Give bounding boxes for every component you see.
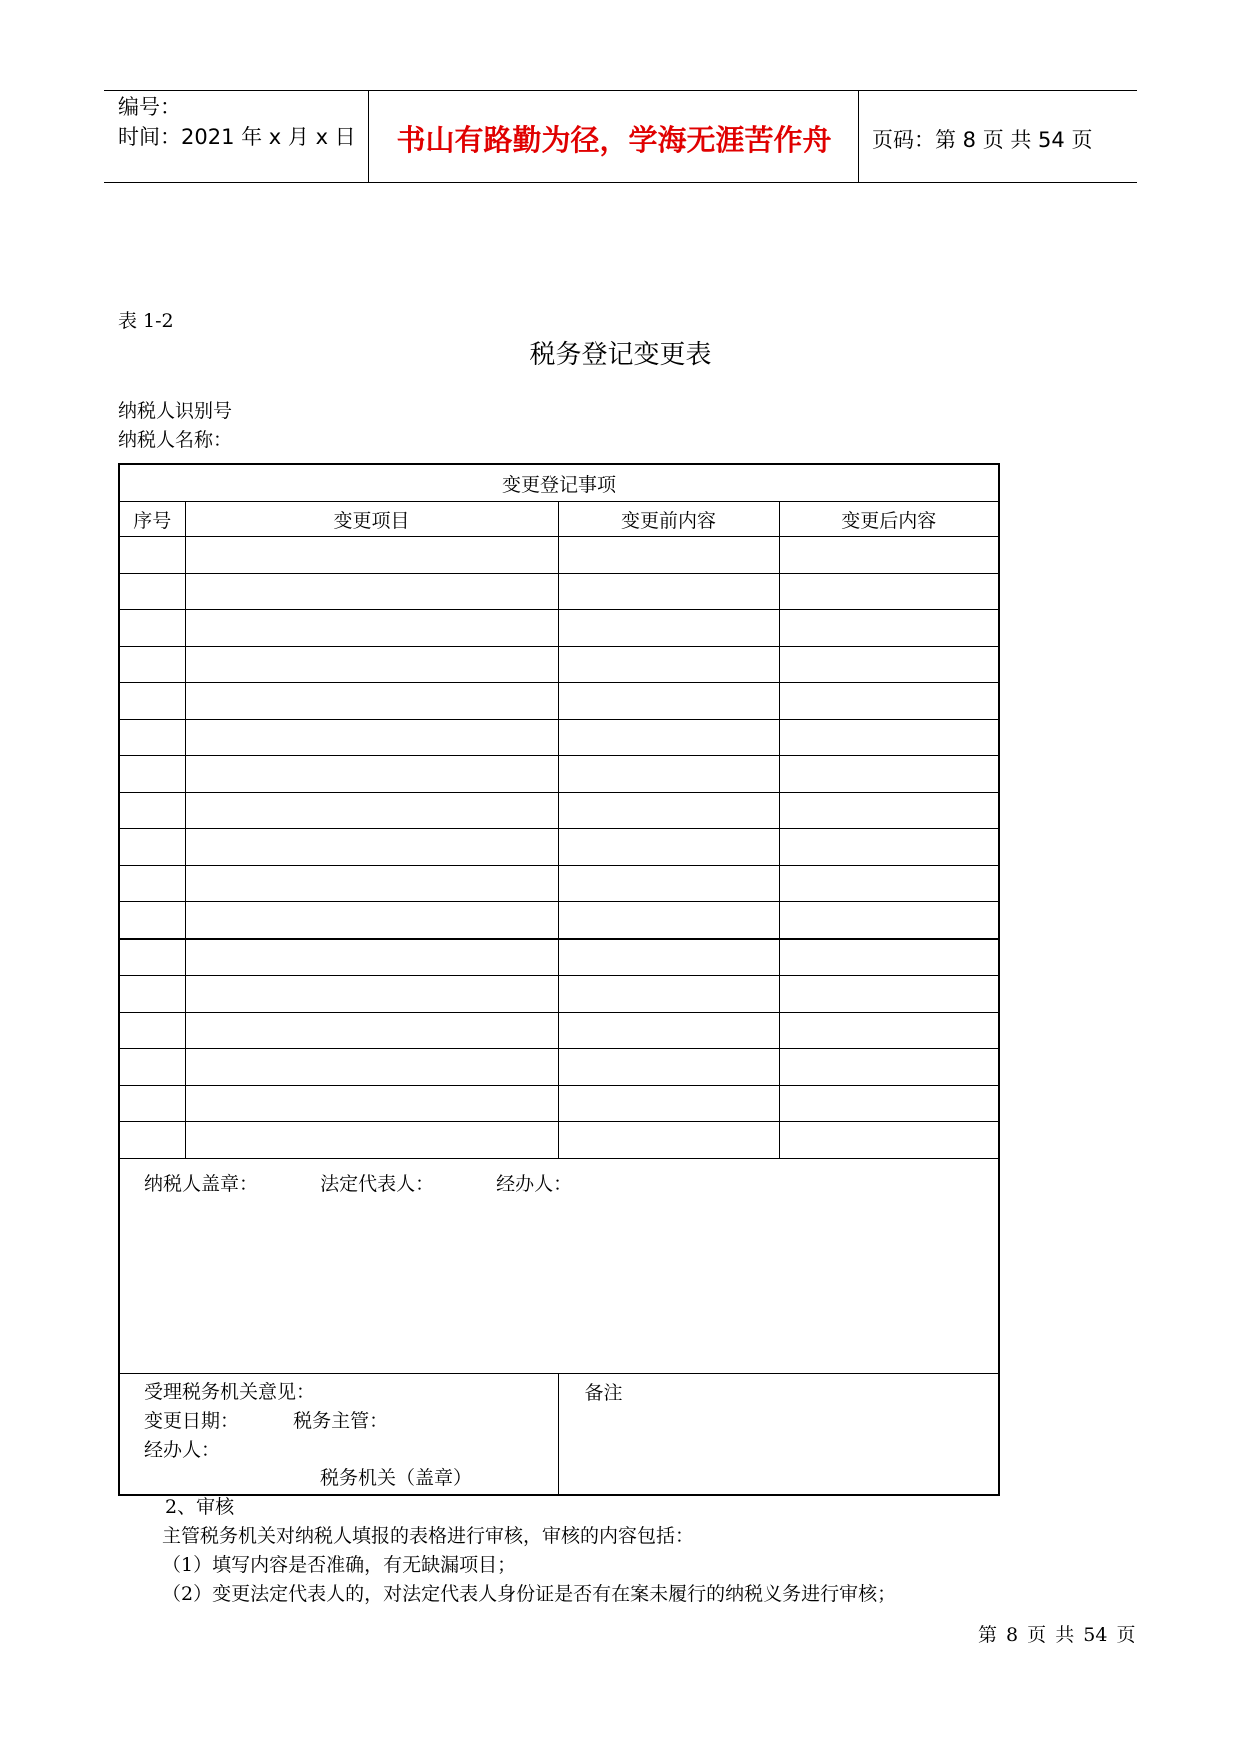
cell-after	[779, 829, 999, 866]
cell-item	[185, 1012, 558, 1049]
table-row	[119, 939, 999, 976]
table-row	[119, 1012, 999, 1049]
table-row	[119, 976, 999, 1013]
cell-index	[119, 792, 185, 829]
stamp-label: 税务机关（盖章）	[320, 1466, 473, 1489]
table-row	[119, 573, 999, 610]
seal-label: 纳税人盖章：	[144, 1172, 259, 1195]
cell-after	[779, 1122, 999, 1159]
cell-before	[558, 646, 779, 683]
taxpayer-id-label: 纳税人识别号	[118, 400, 233, 422]
cell-before	[558, 610, 779, 647]
cell-after	[779, 1049, 999, 1086]
cell-item	[185, 865, 558, 902]
signature-block	[119, 1158, 999, 1373]
table-row	[119, 646, 999, 683]
change-registration-table	[118, 463, 1000, 1496]
cell-item	[185, 756, 558, 793]
cell-before	[558, 1085, 779, 1122]
cell-after	[779, 1085, 999, 1122]
header-divider-left	[368, 90, 369, 182]
cell-after	[779, 537, 999, 574]
footer-page-number: 第 8 页 共 54 页	[978, 1624, 1136, 1646]
table-row	[119, 829, 999, 866]
cell-before	[558, 792, 779, 829]
form-title: 税务登记变更表	[529, 340, 712, 370]
table-row	[119, 902, 999, 939]
cell-after	[779, 719, 999, 756]
header-motto: 书山有路勤为径，学海无涯苦作舟	[396, 123, 832, 157]
section-title: 变更登记事项	[119, 464, 999, 502]
cell-index	[119, 610, 185, 647]
cell-index	[119, 1049, 185, 1086]
list-item-2: （2）变更法定代表人的，对法定代表人身份证是否有在案未履行的纳税义务进行审核；	[162, 1583, 897, 1605]
table-row	[119, 865, 999, 902]
cell-after	[779, 939, 999, 976]
column-header-before: 变更前内容	[558, 502, 779, 537]
table-label: 表 1-2	[118, 310, 174, 332]
cell-item	[185, 792, 558, 829]
opinion-label: 受理税务机关意见：	[144, 1380, 316, 1403]
cell-index	[119, 719, 185, 756]
cell-after	[779, 1012, 999, 1049]
cell-item	[185, 1049, 558, 1086]
cell-index	[119, 573, 185, 610]
list-item-1: （1）填写内容是否准确，有无缺漏项目；	[162, 1554, 517, 1576]
cell-item	[185, 537, 558, 574]
cell-after	[779, 976, 999, 1013]
header-top-rule	[104, 90, 1137, 91]
column-header-after: 变更后内容	[779, 502, 999, 537]
handler-label: 经办人：	[496, 1172, 573, 1195]
header-page-number: 页码：第 8 页 共 54 页	[872, 128, 1093, 152]
cell-after	[779, 573, 999, 610]
header-number: 编号：	[118, 95, 181, 119]
cell-index	[119, 1012, 185, 1049]
form-rows	[119, 537, 999, 1159]
remarks-block	[558, 1373, 999, 1495]
cell-after	[779, 902, 999, 939]
header-meta	[118, 92, 356, 152]
cell-before	[558, 573, 779, 610]
cell-after	[779, 683, 999, 720]
cell-item	[185, 1122, 558, 1159]
cell-before	[558, 1122, 779, 1159]
table-row	[119, 792, 999, 829]
cell-index	[119, 683, 185, 720]
section-heading: 2、审核	[165, 1496, 235, 1518]
table-row	[119, 1049, 999, 1086]
cell-before	[558, 902, 779, 939]
table-row	[119, 610, 999, 647]
cell-before	[558, 756, 779, 793]
cell-item	[185, 976, 558, 1013]
cell-item	[185, 646, 558, 683]
cell-index	[119, 865, 185, 902]
cell-item	[185, 902, 558, 939]
cell-item	[185, 939, 558, 976]
cell-after	[779, 646, 999, 683]
cell-before	[558, 829, 779, 866]
cell-index	[119, 1085, 185, 1122]
review-block	[119, 1373, 558, 1495]
table-row	[119, 683, 999, 720]
cell-after	[779, 792, 999, 829]
column-header-index: 序号	[119, 502, 185, 537]
taxpayer-name-label: 纳税人名称：	[118, 429, 233, 451]
table-row	[119, 1085, 999, 1122]
cell-after	[779, 610, 999, 647]
cell-index	[119, 1122, 185, 1159]
remarks-label: 备注	[584, 1381, 623, 1404]
table-row	[119, 537, 999, 574]
cell-index	[119, 939, 185, 976]
header-divider-right	[858, 90, 859, 182]
cell-before	[558, 1049, 779, 1086]
cell-item	[185, 1085, 558, 1122]
date-officer-line	[144, 1407, 558, 1436]
cell-before	[558, 537, 779, 574]
cell-before	[558, 976, 779, 1013]
cell-item	[185, 610, 558, 647]
table-row	[119, 756, 999, 793]
cell-after	[779, 756, 999, 793]
cell-index	[119, 537, 185, 574]
cell-item	[185, 683, 558, 720]
cell-index	[119, 902, 185, 939]
column-header-item: 变更项目	[185, 502, 558, 537]
tax-officer-label: 税务主管：	[293, 1409, 389, 1432]
cell-index	[119, 756, 185, 793]
cell-after	[779, 865, 999, 902]
table-row	[119, 719, 999, 756]
cell-item	[185, 573, 558, 610]
change-date-label: 变更日期：	[144, 1409, 240, 1432]
header-time: 时间：2021 年 x 月 x 日	[118, 125, 356, 149]
cell-index	[119, 829, 185, 866]
review-handler-label: 经办人：	[144, 1438, 221, 1461]
table-row	[119, 1122, 999, 1159]
cell-before	[558, 683, 779, 720]
cell-before	[558, 865, 779, 902]
cell-before	[558, 719, 779, 756]
cell-item	[185, 719, 558, 756]
cell-before	[558, 939, 779, 976]
cell-index	[119, 976, 185, 1013]
intro-paragraph: 主管税务机关对纳税人填报的表格进行审核，审核的内容包括：	[162, 1525, 695, 1547]
cell-item	[185, 829, 558, 866]
body-text	[162, 1493, 896, 1609]
legal-rep-label: 法定代表人：	[320, 1172, 435, 1195]
cell-index	[119, 646, 185, 683]
cell-before	[558, 1012, 779, 1049]
header-bottom-rule	[104, 182, 1137, 183]
